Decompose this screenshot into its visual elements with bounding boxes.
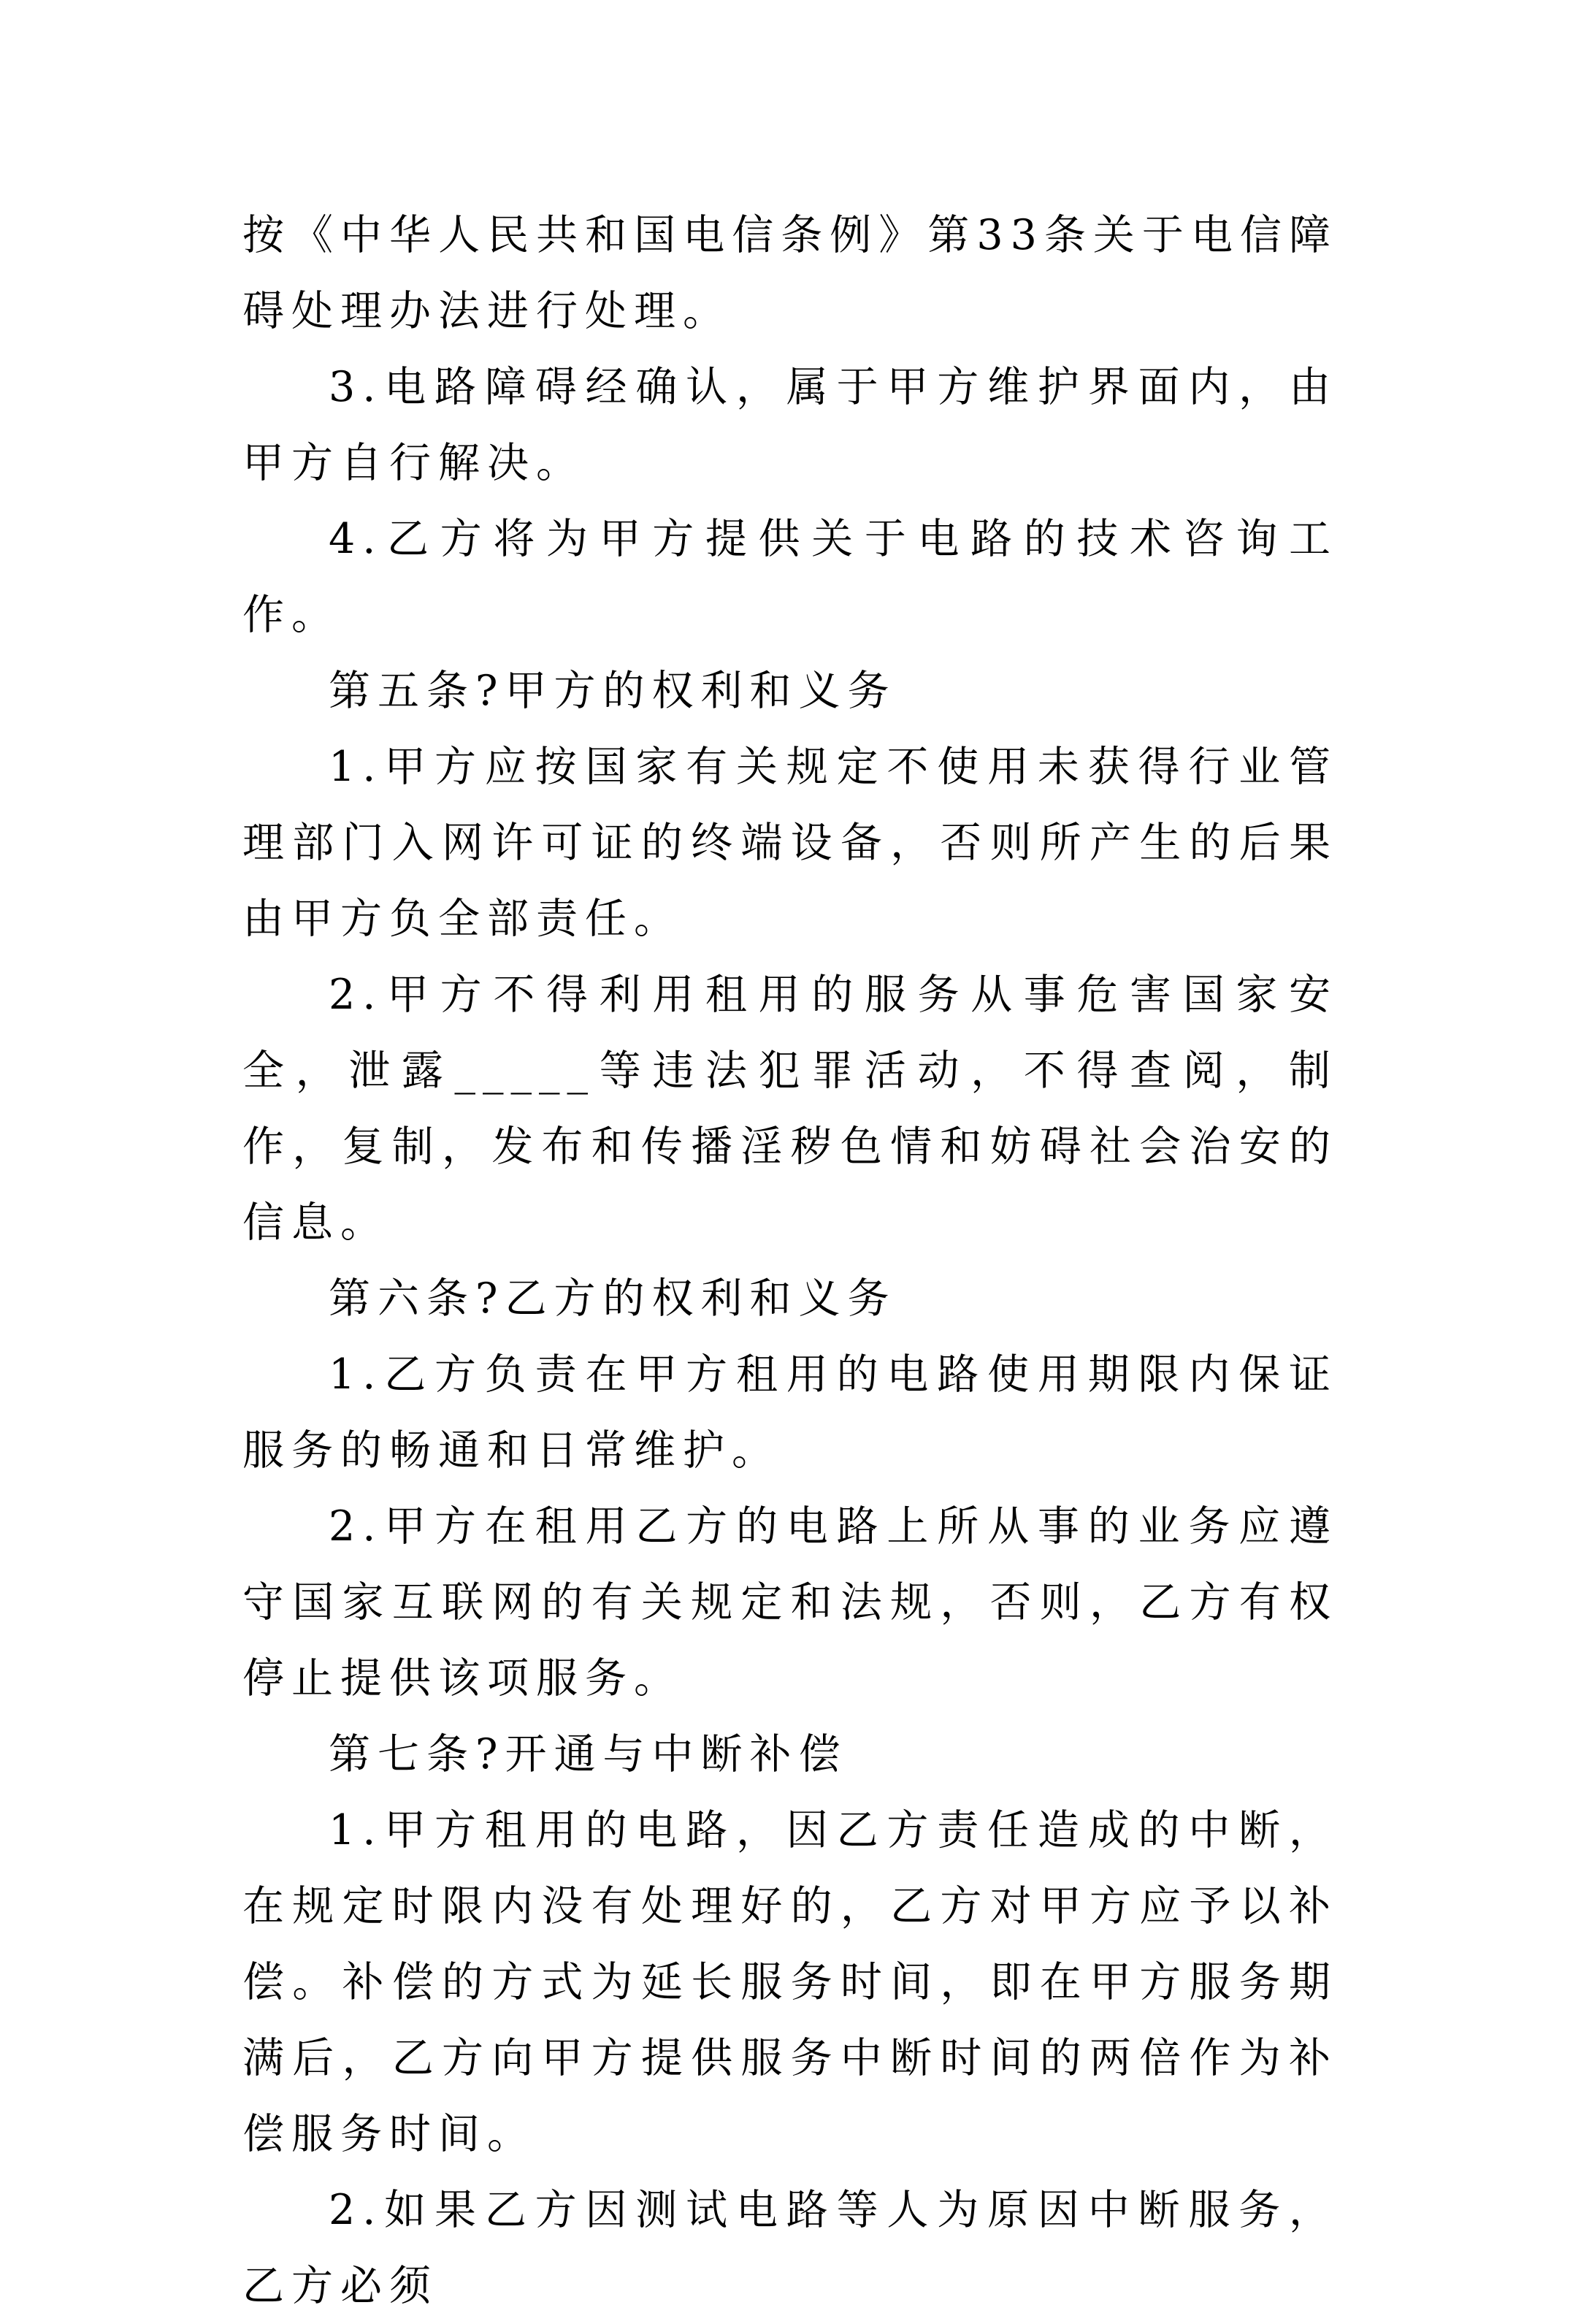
paragraph-article7-item-1: 1.甲方租用的电路，因乙方责任造成的中断，在规定时限内没有处理好的，乙方对甲方应予以补偿。补偿的方式为延长服务时间，即在甲方服务期满后，乙方向甲方提供服务中断时间的两倍作为补偿服务时间。 bbox=[242, 1806, 1338, 2158]
article-6-heading: 第六条?乙方的权利和义务 bbox=[329, 1274, 897, 1323]
paragraph-article7-item-2: 2.如果乙方因测试电路等人为原因中断服务，乙方必须 bbox=[242, 2186, 1338, 2310]
paragraph-item-4: 4.乙方将为甲方提供关于电路的技术咨询工作。 bbox=[242, 515, 1338, 639]
document-body bbox=[242, 197, 1338, 2324]
paragraph-continuation: 按《中华人民共和国电信条例》第33条关于电信障碍处理办法进行处理。 bbox=[242, 211, 1338, 335]
paragraph-article6-item-2: 2.甲方在租用乙方的电路上所从事的业务应遵守国家互联网的有关规定和法规，否则，乙方有权停止提供该项服务。 bbox=[242, 1502, 1338, 1702]
paragraph-article5-item-2: 2.甲方不得利用租用的服务从事危害国家安全，泄露_____等违法犯罪活动，不得查阅，制作，复制，发布和传播淫秽色情和妨碍社会治安的信息。 bbox=[242, 971, 1338, 1247]
paragraph-item-3: 3.电路障碍经确认，属于甲方维护界面内，由甲方自行解决。 bbox=[242, 363, 1338, 487]
paragraph-article5-item-1: 1.甲方应按国家有关规定不使用未获得行业管理部门入网许可证的终端设备，否则所产生的后果由甲方负全部责任。 bbox=[242, 743, 1338, 943]
paragraph-article6-item-1: 1.乙方负责在甲方租用的电路使用期限内保证服务的畅通和日常维护。 bbox=[242, 1350, 1338, 1475]
article-7-heading: 第七条?开通与中断补偿 bbox=[329, 1730, 848, 1778]
article-5-heading: 第五条?甲方的权利和义务 bbox=[329, 667, 897, 715]
